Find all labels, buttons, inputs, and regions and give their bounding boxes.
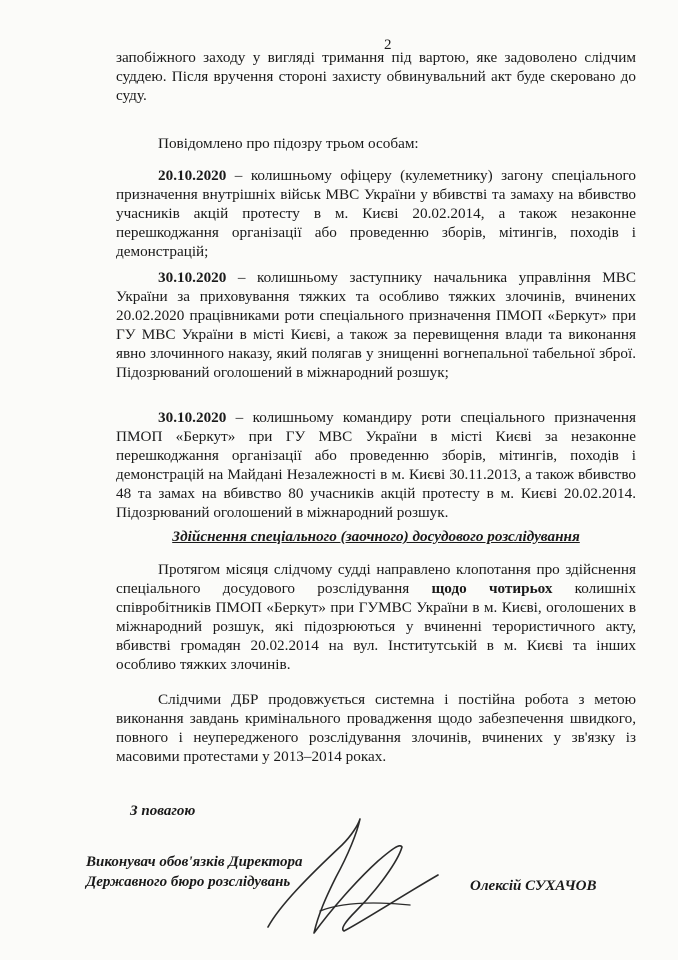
suspect-text-2: – колишньому заступнику начальника управління МВС України за приховування тяжких та особливо тяжких злочинів, вчинених 20.02.2020 працівниками роти спеціального призначення ПМОП «Беркут» при ГУ МВС України в місті Києві, а також за перевищення влади та виконання явно злочинного наказу, який полягав у знищенні вогнепальної табельної зброї. Підозрюваний оголошений в міжнародний розшук; bbox=[116, 269, 636, 381]
regards: З повагою bbox=[130, 803, 196, 819]
section-heading: Здійснення спеціального (заочного) досудового розслідування bbox=[172, 528, 580, 545]
suspect-text-1: – колишньому офіцеру (кулеметнику) загону спеціального призначення внутрішніх військ МВС України у вбивстві та замаху на вбивство учасників акцій протесту в м. Києві 20.02.2014, а також незаконне перешкоджання організації або проведенню зборів, мітингів, походів і демонстрацій; bbox=[116, 167, 636, 260]
suspect-paragraph-2 bbox=[116, 268, 636, 382]
signatory-position-line-1: Виконувач обов'язків Директора bbox=[86, 854, 303, 870]
signatory-name: Олексій СУХАЧОВ bbox=[470, 878, 597, 894]
special-investigation-after: колишніх співробітників ПМОП «Беркут» при ГУМВС України в м. Києві, оголошених в міжнародний розшук, які підозрюються у вчиненні терористичного акту, вбивстві громадян 20.02.2014 на вул. Інститутській в м. Києві та інших особливо тяжких злочинів. bbox=[116, 580, 636, 673]
suspect-paragraph-1 bbox=[116, 166, 636, 261]
suspect-text-3: – колишньому командиру роти спеціального призначення ПМОП «Беркут» при ГУ МВС України в місті Києві за незаконне перешкоджання організації або проведенню зборів, мітингів, походів і демонстрацій на Майдані Незалежності в м. Києві 30.11.2013, а також вбивство 48 та замах на вбивство 80 учасників акцій протесту в м. Києві 20.02.2014. Підозрюваний оголошений в міжнародний розшук. bbox=[116, 409, 636, 521]
suspect-paragraph-3 bbox=[116, 408, 636, 522]
suspect-date-2: 30.10.2020 bbox=[158, 269, 227, 286]
closing-paragraph bbox=[116, 690, 636, 766]
closing-paragraph-text: Слідчими ДБР продовжується системна і постійна робота з метою виконання завдань кримінального провадження щодо забезпечення швидкого, повного і неупередженого розслідування злочинів, вчинених у зв'язку із масовими протестами у 2013–2014 роках. bbox=[116, 691, 636, 765]
special-investigation-before: Протягом місяця слідчому судді направлено клопотання про здійснення спеціального досудового розслідування bbox=[116, 561, 636, 597]
suspicion-intro-text: Повідомлено про підозру трьом особам: bbox=[158, 135, 419, 152]
signatory-position-line-2: Державного бюро розслідувань bbox=[86, 874, 291, 890]
suspicion-intro bbox=[116, 134, 636, 153]
special-investigation-paragraph bbox=[116, 560, 636, 674]
intro-text: запобіжного заходу у вигляді тримання під вартою, яке задоволено слідчим суддею. Після вручення стороні захисту обвинувальний акт буде скеровано до суду. bbox=[116, 49, 636, 104]
suspect-date-3: 30.10.2020 bbox=[158, 409, 227, 426]
intro-continuation bbox=[116, 48, 636, 105]
handwritten-signature bbox=[260, 815, 450, 940]
page-number: 2 bbox=[384, 37, 392, 53]
suspect-date-1: 20.10.2020 bbox=[158, 167, 227, 184]
special-investigation-bold: щодо чотирьох bbox=[431, 580, 553, 597]
